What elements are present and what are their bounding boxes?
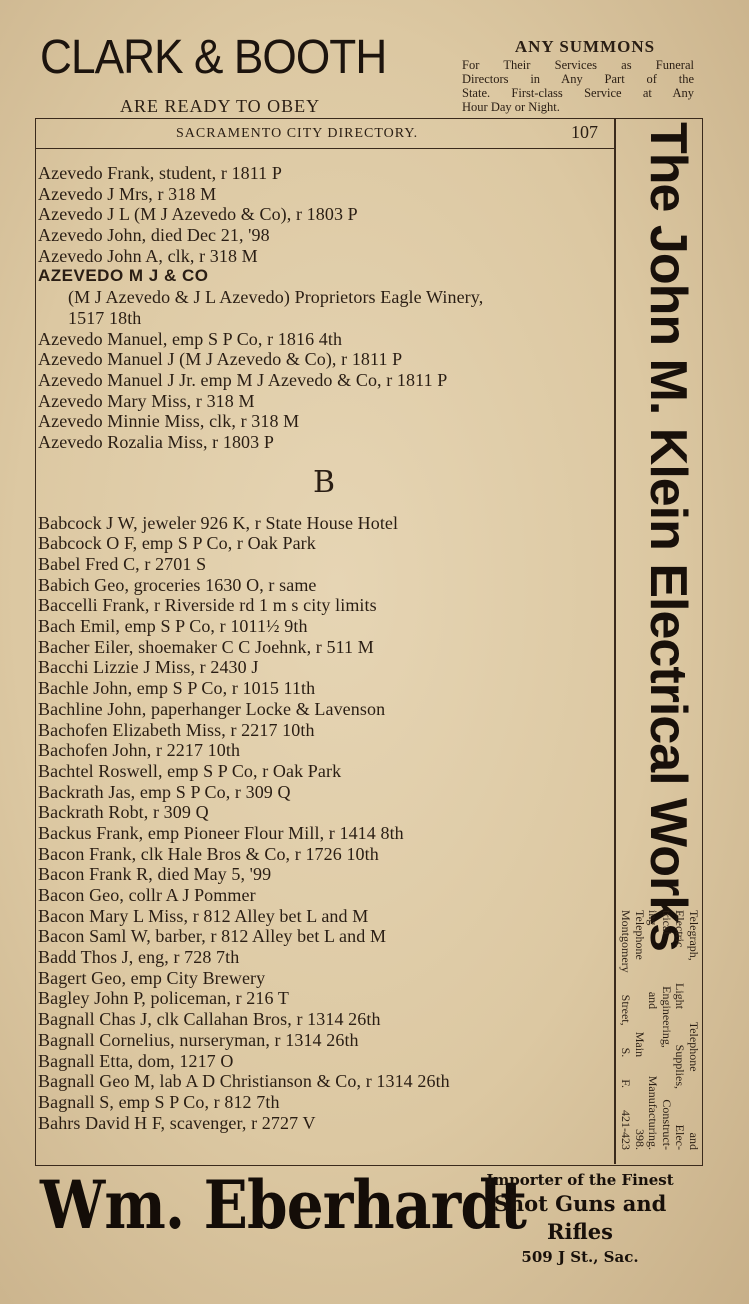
- klein-electrical-ad-details: [618, 910, 700, 1150]
- list-item: Azevedo J L (M J Azevedo & Co), r 1803 P: [38, 204, 358, 225]
- running-head: [36, 120, 614, 149]
- list-item: Bachofen Elizabeth Miss, r 2217 10th: [38, 719, 315, 740]
- klein-ad-line: trical Engineering, Construct-: [659, 910, 674, 1150]
- list-item: Bahrs David H F, scavenger, r 2727 V: [38, 1112, 316, 1133]
- section-letter: B: [312, 464, 336, 500]
- list-item-continuation: 1517 18th: [68, 307, 142, 328]
- list-item: Bagnall S, emp S P Co, r 812 7th: [38, 1091, 280, 1112]
- list-item: Bacon Frank R, died May 5, '99: [38, 864, 272, 885]
- page-number: 107: [571, 122, 598, 142]
- list-item: Azevedo Manuel J (M J Azevedo & Co), r 1811 P: [38, 349, 403, 370]
- list-item: Backrath Jas, emp S P Co, r 309 Q: [38, 781, 291, 802]
- list-item-continuation: (M J Azevedo & J L Azevedo) Proprietors Eagle Winery,: [68, 287, 484, 308]
- list-item: Bachofen John, r 2217 10th: [38, 740, 241, 761]
- list-item: Azevedo Minnie Miss, clk, r 318 M: [38, 411, 300, 432]
- klein-ad-line: ing and Manufacturing.: [646, 910, 661, 1150]
- list-item: Babcock J W, jeweler 926 K, r State House Hotel: [38, 512, 399, 533]
- list-item: Bacchi Lizzie J Miss, r 2430 J: [38, 657, 259, 678]
- eberhardt-ad-line: Shot Guns and Rifles: [493, 1191, 667, 1244]
- clark-booth-ad-title: CLARK & BOOTH: [40, 31, 387, 84]
- eberhardt-ad-line: Importer of the Finest: [486, 1171, 674, 1189]
- list-item: Bacon Mary L Miss, r 812 Alley bet L and M: [38, 905, 369, 926]
- eberhardt-ad-line: 509 J St., Sac.: [521, 1248, 639, 1266]
- eberhardt-ad-title: Wm. Eberhardt: [40, 1166, 527, 1244]
- list-item: Bagert Geo, emp City Brewery: [38, 967, 266, 988]
- list-item: Bagnall Cornelius, nurseryman, r 1314 26th: [38, 1029, 359, 1050]
- klein-ad-line: Electric Light Supplies, Elec-: [673, 910, 688, 1150]
- directory-entries: [38, 163, 618, 1133]
- list-item: Bachtel Roswell, emp S P Co, r Oak Park: [38, 760, 342, 781]
- summons-ad-line: For Their Services as Funeral: [462, 58, 694, 72]
- summons-ad-line: State. First-class Service at Any: [462, 86, 694, 100]
- summons-ad-line: Directors in Any Part of the: [462, 72, 694, 86]
- list-item: Bacon Geo, collr A J Pommer: [38, 885, 256, 905]
- list-item: Backus Frank, emp Pioneer Flour Mill, r 1414 8th: [38, 822, 404, 843]
- list-item: Bacon Frank, clk Hale Bros & Co, r 1726 10th: [38, 843, 379, 864]
- list-item: Azevedo Mary Miss, r 318 M: [38, 390, 255, 411]
- list-item: Bach Emil, emp S P Co, r 1011½ 9th: [38, 616, 308, 637]
- list-item: Bacher Eiler, shoemaker C C Joehnk, r 511 M: [38, 636, 374, 657]
- summons-ad-title: ANY SUMMONS: [514, 37, 656, 56]
- list-item: Badd Thos J, eng, r 728 7th: [38, 947, 240, 968]
- klein-ad-line: Telegraph, Telephone and: [687, 910, 701, 1150]
- list-item: Azevedo Rozalia Miss, r 1803 P: [38, 431, 274, 452]
- summons-ad-text: [462, 58, 694, 114]
- list-item: Bagley John P, policeman, r 216 T: [38, 988, 289, 1009]
- list-item: Azevedo John A, clk, r 318 M: [38, 245, 258, 266]
- eberhardt-ad-text: [460, 1170, 700, 1268]
- list-item: Azevedo John, died Dec 21, '98: [38, 225, 270, 246]
- list-item: Backrath Robt, r 309 Q: [38, 802, 209, 823]
- list-item: Azevedo Manuel, emp S P Co, r 1816 4th: [38, 328, 343, 349]
- list-item: Bachline John, paperhanger Locke & Lavenson: [38, 698, 386, 719]
- clark-booth-ad-subtitle: ARE READY TO OBEY: [120, 96, 321, 116]
- klein-electrical-ad: [620, 122, 700, 952]
- list-item: Bagnall Etta, dom, 1217 O: [38, 1050, 234, 1071]
- list-item: Babcock O F, emp S P Co, r Oak Park: [38, 533, 316, 554]
- klein-ad-line: Montgomery Street, S. F. 421-423: [619, 910, 634, 1150]
- list-item: Baccelli Frank, r Riverside rd 1 m s city limits: [38, 595, 377, 616]
- list-item: Babel Fred C, r 2701 S: [38, 554, 207, 574]
- klein-electrical-ad-title: The John M. Klein Electrical Works: [639, 122, 697, 952]
- running-title: SACRAMENTO CITY DIRECTORY.: [176, 126, 419, 141]
- list-item: Babich Geo, groceries 1630 O, r same: [38, 574, 317, 595]
- summons-ad-line: Hour Day or Night.: [462, 100, 560, 114]
- list-item: Azevedo Frank, student, r 1811 P: [38, 163, 282, 183]
- list-item: Bagnall Chas J, clk Callahan Bros, r 1314 26th: [38, 1009, 381, 1030]
- list-item-business-heading: AZEVEDO M J & CO: [38, 266, 209, 286]
- list-item: Bachle John, emp S P Co, r 1015 11th: [38, 678, 316, 699]
- klein-ad-line: Telephone Main 398.: [632, 910, 647, 1150]
- list-item: Azevedo Manuel J Jr. emp M J Azevedo & Co, r 1811 P: [38, 369, 448, 390]
- list-item: Bagnall Geo M, lab A D Christianson & Co, r 1314 26th: [38, 1071, 450, 1092]
- list-item: Bacon Saml W, barber, r 812 Alley bet L and M: [38, 926, 387, 947]
- list-item: Azevedo J Mrs, r 318 M: [38, 183, 217, 204]
